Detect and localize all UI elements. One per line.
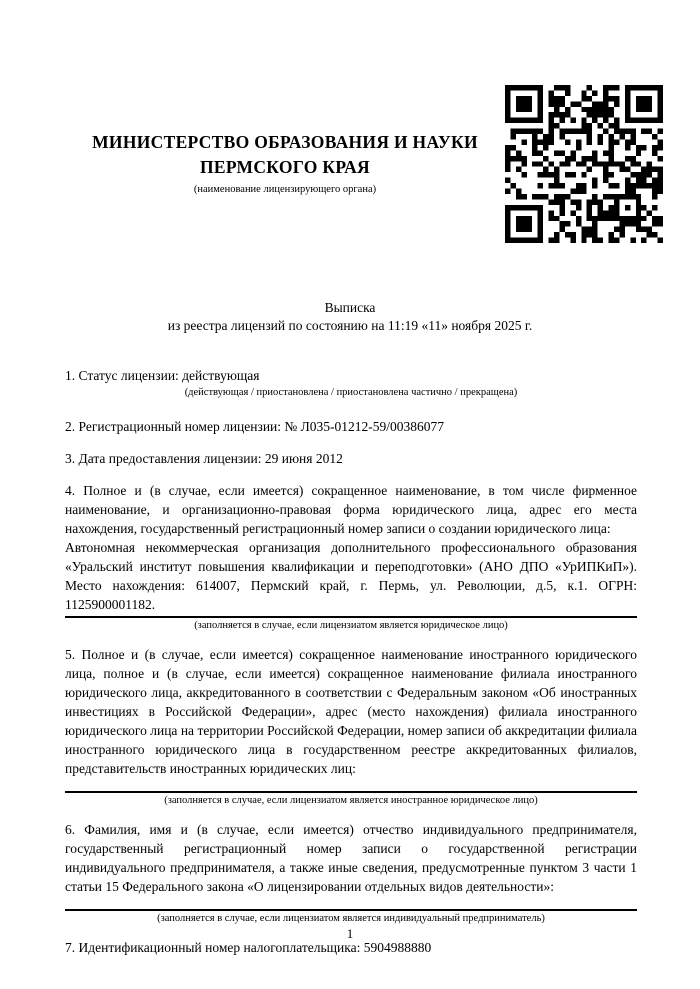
item-3-grant-date: 3. Дата предоставления лицензии: 29 июня 2012: [65, 451, 343, 466]
item-6-fill-line: [65, 909, 637, 911]
item-4-legal-entity-value: Автономная некоммерческая организация дополнительного профессионального образования «Уральский институт повышения квалификации и переподготовки» (АНО ДПО «УрИПКиП»). Место нахождения: 614007, Пермский край, г. Пермь, ул. Революции, д.5, к.1. ОГРН: 1125900001182.: [65, 540, 637, 612]
page-number: 1: [346, 926, 354, 941]
document-title: [0, 299, 700, 335]
item-7-taxpayer-id: 7. Идентификационный номер налогоплательщика: 5904988880: [65, 940, 432, 955]
item-4-caption: (заполняется в случае, если лицензиатом является юридическое лицо): [194, 620, 508, 631]
item-2-registration-number: 2. Регистрационный номер лицензии: № Л035-01212-59/00386077: [65, 419, 445, 434]
item-6-caption: (заполняется в случае, если лицензиатом является индивидуальный предприниматель): [157, 913, 545, 924]
item-4-fill-line: [65, 616, 637, 618]
ministry-caption: (наименование лицензирующего органа): [193, 184, 377, 195]
item-5-foreign-entity-description: 5. Полное и (в случае, если имеется) сокращенное наименование иностранного юридического лица, полное и (в случае, если имеется) сокращенное наименование филиала иностранного юридического лица, аккредитованного в соответствии с Федеральным законом «Об иностранных инвестициях в Российской Федерации», адрес (место нахождения) филиала иностранного юридического лица на территории Российской Федерации, номер записи об аккредитации филиала иностранного юридического лица в государственном реестре аккредитованных филиалов, представительств иностранных юридических лиц:: [65, 647, 637, 776]
item-4-legal-entity-description: 4. Полное и (в случае, если имеется) сокращенное наименование, в том числе фирменное наименование, и организационно-правовая форма юридического лица, адрес его места нахождения, государственный регистрационный номер записи о создании юридического лица:: [65, 483, 637, 536]
document-body: [65, 366, 637, 957]
licensing-authority-header: [65, 130, 505, 196]
qr-code-icon: [505, 85, 663, 243]
ministry-name-line2: ПЕРМСКОГО КРАЯ: [200, 157, 370, 177]
item-6-entrepreneur-description: 6. Фамилия, имя и (в случае, если имеется) отчество индивидуального предпринимателя, государственный регистрационный номер записи о государственной регистрации индивидуального предпринимателя, а также иные сведения, предусмотренные пунктом 3 части 1 статьи 15 Федерального закона «О лицензировании отдельных видов деятельности»:: [65, 822, 637, 894]
item-5-caption: (заполняется в случае, если лицензиатом является иностранное юридическое лицо): [164, 795, 538, 806]
ministry-name-line1: МИНИСТЕРСТВО ОБРАЗОВАНИЯ И НАУКИ: [92, 132, 478, 152]
ministry-name: [65, 130, 505, 180]
item-1-options-caption: (действующая / приостановлена / приостановлена частично / прекращена): [184, 387, 518, 398]
document-title-line2: из реестра лицензий по состоянию на 11:19 «11» ноября 2025 г.: [167, 318, 533, 333]
document-title-line1: Выписка: [324, 300, 376, 315]
item-5-fill-line: [65, 791, 637, 793]
item-1-license-status: 1. Статус лицензии: действующая: [65, 368, 260, 383]
